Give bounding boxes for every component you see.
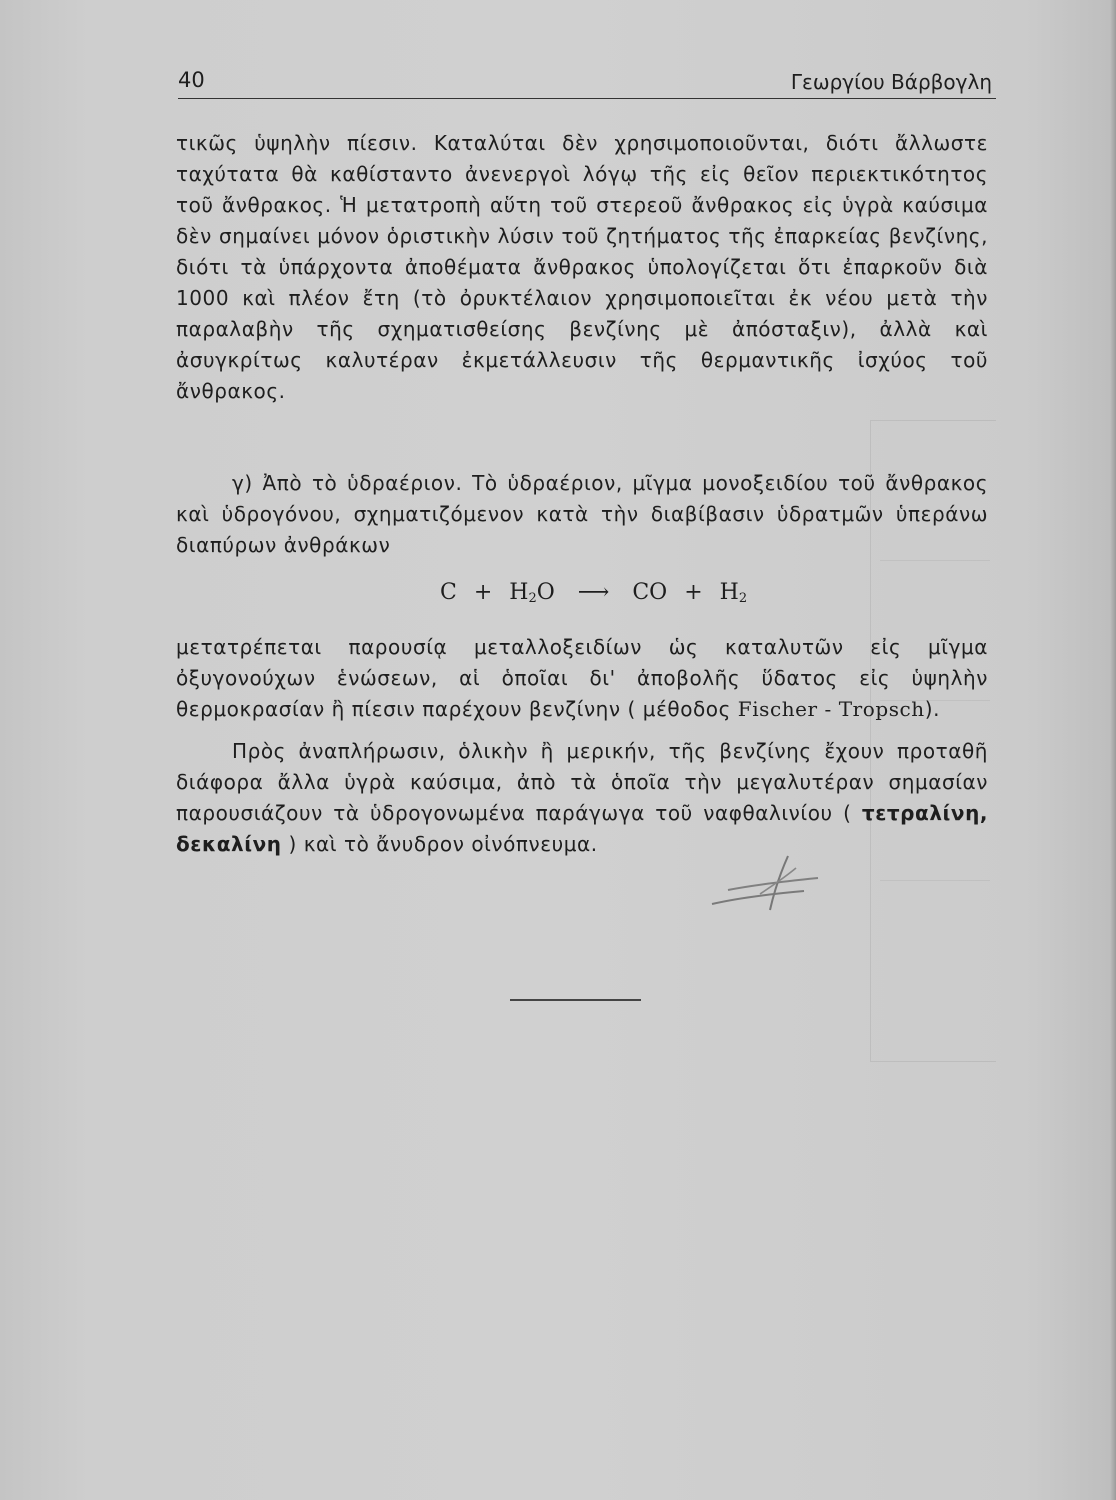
- equation-arrow: ⟶: [577, 580, 610, 605]
- paragraph-4-end: ) καὶ τὸ ἄνυδρον οἰνόπνευμα.: [281, 832, 598, 856]
- end-rule: [510, 999, 641, 1001]
- paragraph-4-text: Πρὸς ἀναπλήρωσιν, ὁλικὴν ἢ μερικήν, τῆς βενζίνης ἔχουν προταθῆ διάφορα ἄλλα ὑγρὰ καύσιμα, ἀπὸ τὰ ὁποῖα τὴν μεγαλυτέραν σημασίαν παρουσιάζουν τὰ ὑδρογονωμένα παράγωγα τοῦ ναφθαλινίου (: [176, 739, 988, 825]
- page-header: [178, 66, 996, 99]
- page-edge-shadow: [1110, 0, 1116, 1500]
- equation-water-o: O: [536, 580, 555, 605]
- tetralin-decalin-terms: τετραλίνη, δεκαλίνη: [176, 801, 988, 856]
- paragraph-3: [176, 632, 988, 725]
- fischer-tropsch-method: Fischer - Tropsch: [737, 697, 925, 721]
- equation-plus: +: [473, 580, 493, 605]
- equation-hydrogen-h: H: [719, 580, 739, 605]
- equation-hydrogen: [720, 580, 747, 606]
- pencil-mark-icon: [708, 852, 826, 914]
- chemical-equation: [440, 580, 747, 606]
- paragraph-1: τικῶς ὑψηλὴν πίεσιν. Καταλύται δὲν χρησιμοποιοῦνται, διότι ἄλλωστε ταχύτατα θὰ καθίσταντο ἀνενεργοὶ λόγῳ τῆς εἰς θεῖον περιεκτικότητος τοῦ ἄνθρακος. Ἡ μετατροπὴ αὕτη τοῦ στερεοῦ ἄνθρακος εἰς ὑγρὰ καύσιμα δὲν σημαίνει μόνον ὁριστικὴν λύσιν τοῦ ζητήματος τῆς ἐπαρκείας βενζίνης, διότι τὰ ὑπάρχοντα ἀποθέματα ἄνθρακος ὑπολογίζεται ὅτι ἐπαρκοῦν διὰ 1000 καὶ πλέον ἔτη (τὸ ὀρυκτέλαιον χρησιμοποιεῖται ἐκ νέου μετὰ τὴν παραλαβὴν τῆς σχηματισθείσης βενζίνης μὲ ἀπόσταξιν), ἀλλὰ καὶ ἀσυγκρίτως καλυτέραν ἐκμετάλλευσιν τῆς θερμαντικῆς ἰσχύος τοῦ ἄνθρακος.: [176, 131, 988, 403]
- paragraph-3-text: μετατρέπεται παρουσίᾳ μεταλλοξειδίων ὡς καταλυτῶν εἰς μῖγμα ὀξυγονούχων ἑνώσεων, αἱ ὁποῖαι δι' ἀποβολῆς ὕδατος εἰς ὑψηλὴν θερμοκρασίαν ἢ πίεσιν παρέχουν βενζίνην ( μέθοδος: [176, 635, 988, 721]
- equation-water-h: H: [509, 580, 529, 605]
- show-through-line: [880, 880, 990, 881]
- equation-plus: +: [684, 580, 703, 605]
- paragraph-4: [176, 736, 988, 860]
- equation-water: [509, 580, 555, 606]
- page-number: 40: [178, 68, 205, 92]
- equation-carbon-monoxide: CO: [632, 580, 668, 605]
- equation-carbon: C: [440, 580, 457, 605]
- paragraph-3-end: ).: [924, 697, 940, 721]
- paragraph-2: γ) Ἀπὸ τὸ ὑδραέριον. Τὸ ὑδραέριον, μῖγμα μονοξειδίου τοῦ ἄνθρακος καὶ ὑδρογόνου, σχηματιζόμενον κατὰ τὴν διαβίβασιν ὑδρατμῶν ὑπεράνω διαπύρων ἀνθράκων: [176, 471, 988, 557]
- running-head-author: Γεωργίου Βάρβογλη: [790, 70, 992, 94]
- equation-water-subscript: 2: [528, 591, 537, 606]
- equation-hydrogen-subscript: 2: [738, 591, 748, 606]
